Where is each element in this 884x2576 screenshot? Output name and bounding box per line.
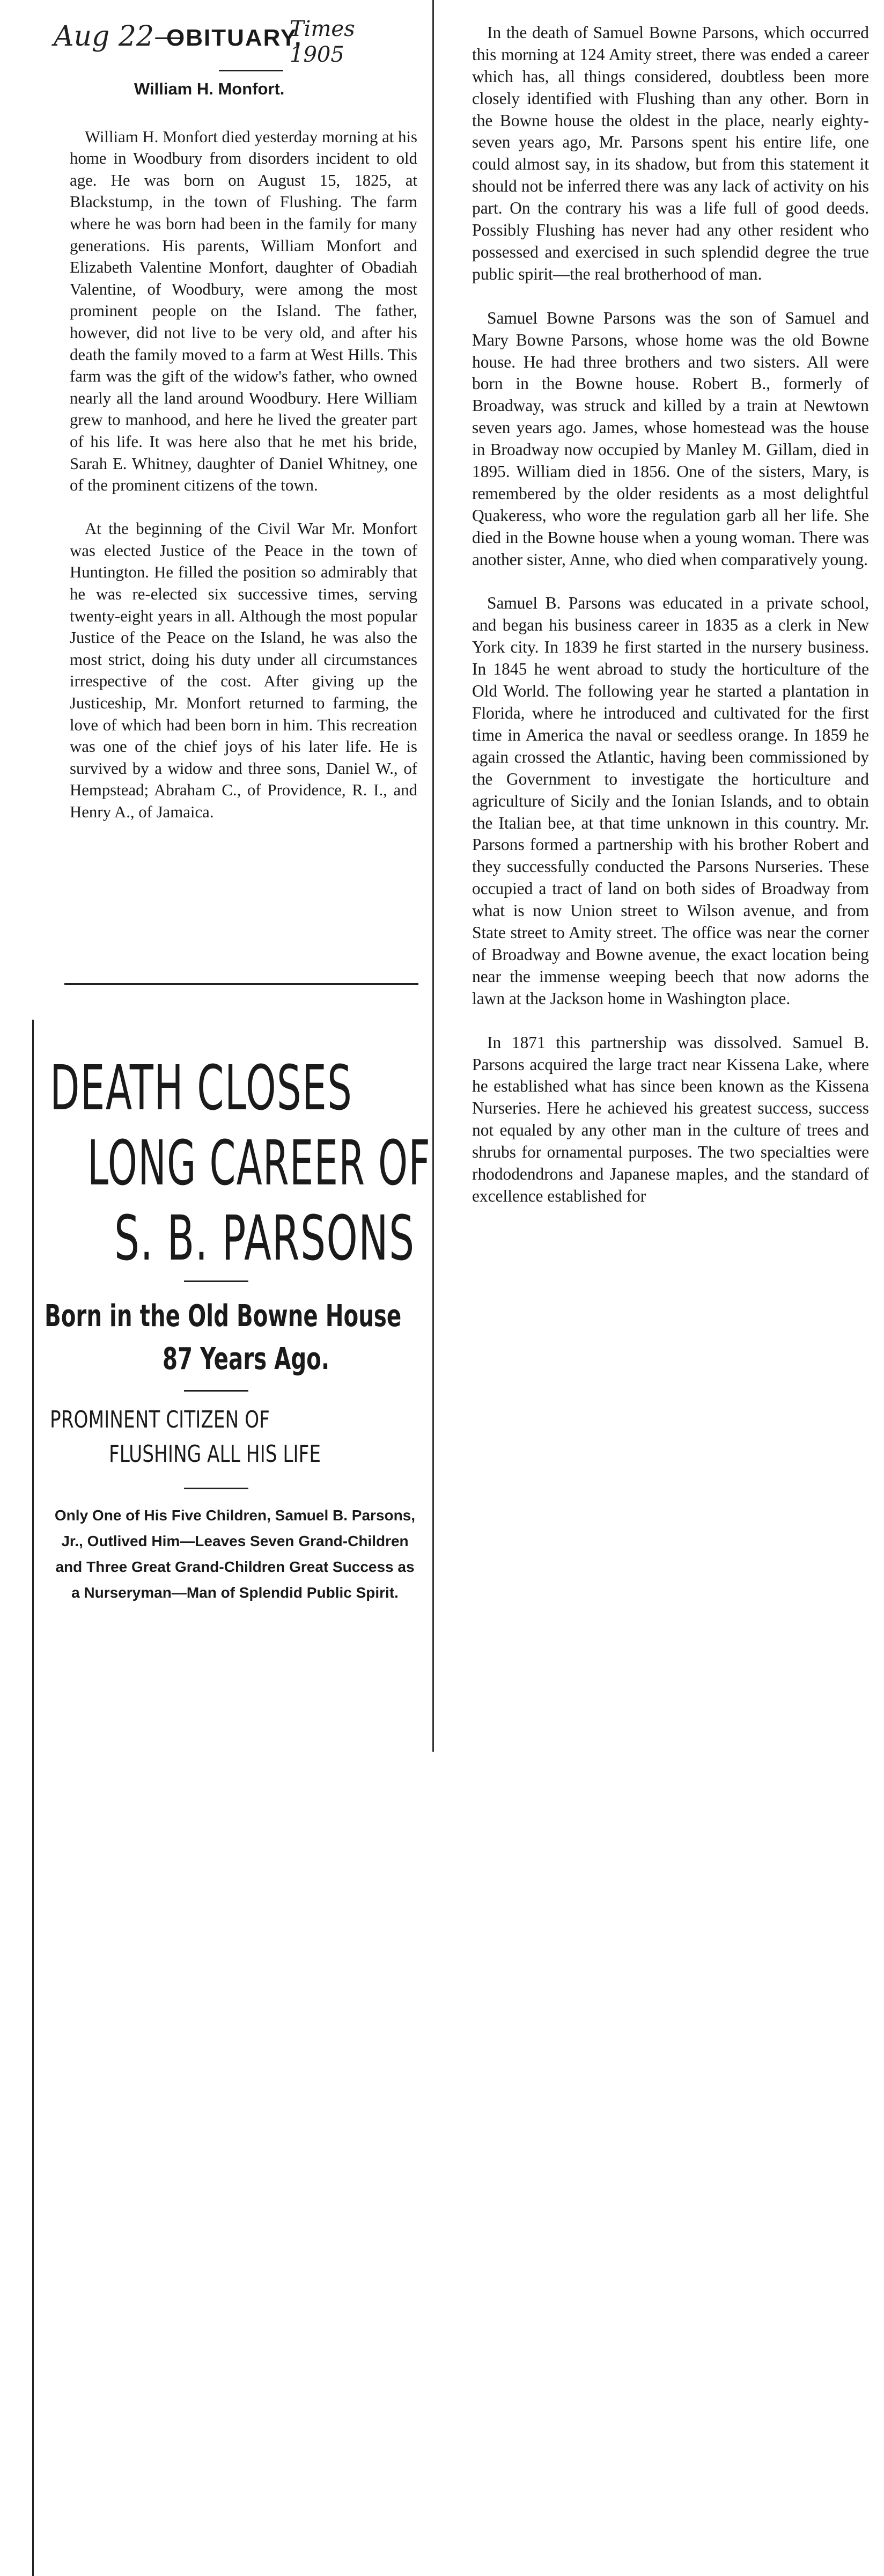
handwritten-source: Times 1905 <box>290 17 355 67</box>
subhead-rule <box>184 1390 248 1392</box>
handwritten-date: Aug 22— <box>54 20 182 53</box>
deck-rule <box>184 1488 248 1489</box>
parsons-article-body <box>472 0 869 1230</box>
article-paragraph: In the death of Samuel Bowne Parsons, which occurred this morning at 124 Amity street, there was ended a career which has, all things considered, doubtless been more closely identified with Flushing than any other. Born in the Bowne house the oldest in the place, nearly eighty-seven years ago, Mr. Parsons spent his entire life, one could almost say, in its shadow, but from this statement it should not be inferred there was any lack of activity on his part. On the contrary his was a life full of good deeds. Possibly Flushing has never had any other resident who possessed and exercised in such splendid degree the true public spirit—the real brotherhood of man. <box>472 23 869 283</box>
headline-line-1: DEATH CLOSES <box>50 1052 353 1124</box>
headline-line-3: S. B. PARSONS <box>114 1202 415 1275</box>
headline-deck: Only One of His Five Children, Samuel B. Parsons, Jr., Outlived Him—Leaves Seven Grand-Children and Three Great Grand-Children Great Success as a Nurseryman—Man of Splendid Public Spirit. <box>54 1507 416 1601</box>
left-column <box>0 0 429 1752</box>
section-title: OBITUARY. <box>166 25 303 51</box>
obituary-paragraph: William H. Monfort died yesterday morning at his home in Woodbury from disorders incident to old age. He was born on August 15, 1825, at Blackstump, in the town of Flushing. The farm where he was born had been in the family for many generations. His parents, William Monfort and Elizabeth Valentine Monfort, daughter of Obadiah Valentine, of Woodbury, were among the most prominent people on the Island. The father, however, did not live to be very old, and after his death the family moved to a farm at West Hills. This farm was the gift of the widow's father, who owned nearly all the land around Woodbury. Here William grew to manhood, and here he lived the greater part of his life. It was here also that he met his bride, Sarah E. Whitney, daughter of Daniel Whitney, one of the prominent citizens of the town. <box>70 127 417 495</box>
subhead-3: PROMINENT CITIZEN OF <box>50 1406 270 1433</box>
article-paragraph: Samuel Bowne Parsons was the son of Samuel and Mary Bowne Parsons, whose home was the old Bowne house. He had three brothers and two sisters. All were born in the Bowne house. Robert B., formerly of Broadway, was struck and killed by a train at Newtown seven years ago. James, whose homestead was the house in Broadway now occupied by Manley M. Gillam, died in 1895. William died in 1856. One of the sisters, Mary, is remembered by the older residents as a most delightful Quakeress, who wore the regulation garb all her life. She died in the Bowne house when a young woman. There was another sister, Anne, who died when comparatively young. <box>472 308 869 569</box>
column-rule <box>432 0 434 1752</box>
subhead-2: 87 Years Ago. <box>163 1342 330 1377</box>
right-column <box>456 0 884 1752</box>
article-separator <box>64 983 418 985</box>
obituary-byline: William H. Monfort. <box>134 79 285 98</box>
headline-line-2: LONG CAREER OF <box>87 1127 431 1199</box>
headline-rule <box>184 1280 248 1282</box>
subhead-4: FLUSHING ALL HIS LIFE <box>109 1440 321 1468</box>
article-paragraph: Samuel B. Parsons was educated in a private school, and began his business career in 1835 as a clerk in New York city. In 1839 he first started in the nursery business. In 1845 he went abroad to study the horticulture of the Old World. The following year he started a plantation in Florida, where he introduced and cultivated for the first time in America the naval or seedless orange. In 1859 he again crossed the Atlantic, having been commissioned by the Government to investigate the horticulture and agriculture of Sicily and the Ionian Islands, and to obtain the Italian bee, at that time unknown in this country. Mr. Parsons formed a partnership with his brother Robert and they successfully conducted the Parsons Nurseries. These occupied a tract of land on both sides of Broadway from what is now Union street to Wilson avenue, and from State street to Amity street. The office was near the corner of Broadway and Bowne avenue, the exact location being near the immense weeping beech that now adorns the lawn at the Jackson home in Washington place. <box>472 594 869 1008</box>
obituary-body <box>70 104 417 845</box>
title-rule <box>219 70 283 71</box>
obituary-paragraph: At the beginning of the Civil War Mr. Monfort was elected Justice of the Peace in the town of Huntington. He filled the position so admirably that he was re-elected six successive times, serving twenty-eight years in all. Although the most popular Justice of the Peace on the Island, he was also the most strict, doing his duty under all circumstances irrespective of the cost. After giving up the Justiceship, Mr. Monfort returned to farming, the love of which had been born in him. This recreation was one of the chief joys of his later life. He is survived by a widow and three sons, Daniel W., of Hempstead; Abraham C., of Providence, R. I., and Henry A., of Jamaica. <box>70 519 417 821</box>
subhead-1: Born in the Old Bowne House <box>45 1299 402 1334</box>
headline-block <box>32 1020 431 2576</box>
article-paragraph: In 1871 this partnership was dissolved. Samuel B. Parsons acquired the large tract near Kissena Lake, where he established what has since been known as the Kissena Nurseries. Here he achieved his greatest success, success not equaled by any other man in the culture of trees and shrubs for ornamental purposes. The two specialties were rhododendrons and Japanese maples, and the standard of excellence established for <box>472 1033 869 1205</box>
